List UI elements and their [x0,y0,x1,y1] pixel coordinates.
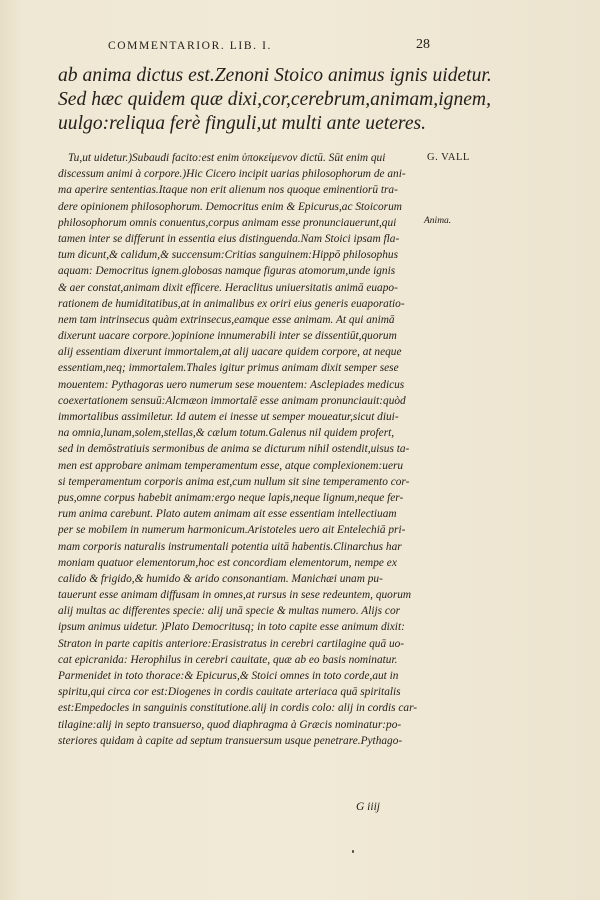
text-line: spiritu,qui circa cor est:Diogenes in cordis cauitate arteriaca quā spiritalis [58,686,401,699]
text-line: Parmenidet in toto thorace:& Epicurus,& Stoici omnes in toto corde,aut in [58,670,399,682]
text-line: dixerunt uacare corpore.)opinione innumerabili inter se dissentiūt,quorum [58,330,397,343]
running-head [108,37,430,52]
text-line: Straton in parte capitis anteriore:Erasistratus in cerebri cartilagine quā uo- [58,637,405,650]
text-line: tamen inter se differunt in essentia eius distinguenda.Nam Stoici ipsam fla- [58,232,400,245]
text-line: essentiam,neq; immortalem.Thales igitur primus animam dixit semper sese [58,362,399,375]
text-line: est:Empedocles in sanguinis constitutione.alij in cordis colo: alij in cordis car- [58,702,418,715]
text-line: steriores quidam à capite ad septum transuersum usque penetrare.Pythago- [58,734,403,747]
commentary-text [58,150,424,749]
lemma-quote [58,64,492,137]
margin-note-topic: Anima. [424,216,452,226]
text-line: ma aperire sententias.Itaque non erit alienum nos quoque eminentiorū tra- [58,184,398,197]
text-line: coexertationem sensuū:Alcmæon immortalē esse animam pronunciauit:quòd [58,394,406,407]
text-line: sed in demōstratiuis sermonibus de anima se dicturum nihil ostendit,uisus ta- [58,443,410,456]
signature-mark: G iiij [356,801,380,813]
text-line: moniam quatuor elementorum,hoc est concordiam elementorum, nempe ex [58,556,397,569]
text-line: discessum animi à corpore.)Hic Cicero incipit uarias philosophorum de ani- [58,168,406,181]
text-line: Tu,ut uidetur.)Subaudi facito:est enim ὑποκείμενον dictū. Sūt enim qui [68,152,386,164]
text-line: philosophorum omnis conuentus,corpus animam esse pronunciauerunt,qui [58,216,397,229]
quote-line: ab anima dictus est.Zenoni Stoico animus ignis uidetur. [58,65,492,86]
text-line: dere opinionem philosophorum. Democritus enim & Epicurus,ac Stoicorum [58,200,402,213]
text-line: rum anima carebunt. Plato autem animam ait esse essentiam intellectiuam [58,508,397,521]
page-number: 28 [416,37,430,52]
running-head-title: COMMENTARIOR. LIB. I. [108,40,272,52]
text-line: calido & frigido,& humido & arido consonantiam. Manichæi unam pu- [58,572,383,585]
text-line: aquam: Democritus ignem.globosas namque figuras atomorum,unde ignis [58,265,396,278]
ink-speck [352,850,354,853]
text-line: mouentem: Pythagoras uero numerum sese mouentem: Asclepiades medicus [58,378,405,391]
text-line: tum dicunt,& calidum,& succensum:Critias sanguinem:Hippō philosophus [58,249,398,262]
text-line: mam corporis naturalis instrumentali potentia uitā habentis.Clinarchus har [58,540,402,553]
text-line: tilagine:alij in septo transuerso, quod diaphragma à Græcis nominatur:po- [58,718,402,731]
quote-line: uulgo:reliqua ferè finguli,ut multi ante ueteres. [58,113,427,135]
text-line: nem tam intrinsecus quàm extrinsecus,eamque esse animam. At qui animā [58,313,395,326]
quote-line: Sed hæc quidem quæ dixi,cor,cerebrum,animam,ignem, [58,89,491,111]
text-line: pus,omne corpus habebit animam:ergo neque lapis,neque lignum,neque fer- [58,491,404,504]
text-line: men est approbare animam temperamentum esse, atque complexionem:ueru [58,459,404,472]
text-line: na omnia,lunam,solem,stellas,& cælum totum.Galenus nil quidem profert, [58,427,395,440]
text-line: tauerunt esse animam diffusam in omnes,at rursus in sese redeuntem, quorum [58,589,412,602]
text-line: per se mobilem in numerum harmonicum.Aristoteles uero ait Entelechiā pri- [58,524,406,537]
margin-note-author: G. VALL [427,152,470,163]
text-line: rationem de humiditatibus,at in animalibus ex oriri eius generis euaporatio- [58,297,405,310]
text-line: ipsum animus uidetur. )Plato Democritusq; in toto capite esse animum dixit: [58,621,405,634]
text-line: & aer constat,animam dixit efficere. Heraclitus uniuersitatis animā euapo- [58,281,398,294]
text-line: immortalibus assimiletur. Id autem ei inesse ut semper moueatur,sicut diui- [58,411,399,423]
text-line: cat epicranida: Herophilus in cerebri cauitate, quæ ab eo basis nominatur. [58,653,398,666]
text-line: alij essentiam dixerunt immortalem,at alij uacare quidem corpore, at neque [58,346,402,359]
text-line: si temperamentum corporis anima est,cum nullum sit sine temperamento cor- [58,475,410,488]
text-line: alij multas ac differentes specie: alij unā specie & multas numero. Alijs cor [58,605,401,618]
